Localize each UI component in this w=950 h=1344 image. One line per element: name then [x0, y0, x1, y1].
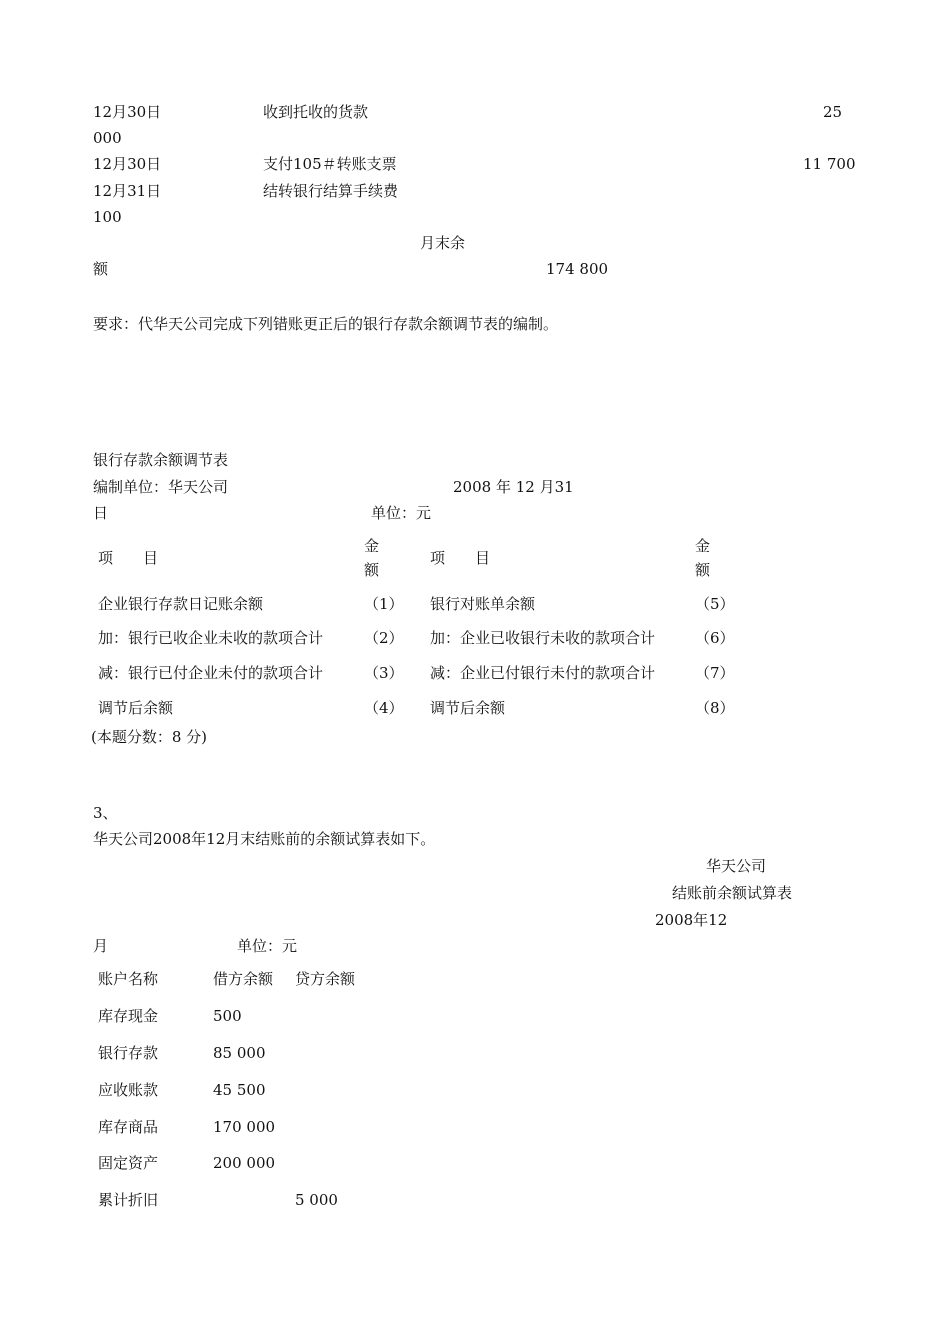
- recon-right-item: 银行对账单余额: [430, 595, 536, 613]
- q3-header-credit: 贷方余额: [295, 970, 356, 988]
- q3-account-name: 库存现金: [98, 1007, 159, 1025]
- recon-unit: 单位：元: [371, 504, 432, 522]
- q3-number: 3、: [93, 804, 118, 822]
- ledger-date: 12月30日: [93, 103, 162, 121]
- recon-left-no: （4）: [364, 699, 404, 717]
- q3-header-account: 账户名称: [98, 970, 159, 988]
- recon-left-no: （3）: [364, 664, 404, 682]
- q3-date: 2008年12: [655, 911, 728, 929]
- recon-score: (本题分数：8 分): [91, 728, 208, 746]
- recon-left-item: 加：银行已收企业未收的款项合计: [98, 629, 324, 647]
- ledger-amount-wrap: 000: [93, 129, 122, 147]
- q3-account-name: 应收账款: [98, 1081, 159, 1099]
- ledger-date: 12月31日: [93, 182, 162, 200]
- recon-col-item: 项 目: [98, 549, 159, 567]
- recon-left-item: 企业银行存款日记账余额: [98, 595, 264, 613]
- ledger-amount-wrap: 100: [93, 208, 122, 226]
- q3-unit: 单位：元: [237, 937, 298, 955]
- q3-account-name: 固定资产: [98, 1154, 159, 1172]
- requirement-text: 要求：代华天公司完成下列错账更正后的银行存款余额调节表的编制。: [93, 315, 559, 333]
- q3-date-wrap: 月: [93, 937, 109, 955]
- recon-left-no: （2）: [364, 629, 404, 647]
- recon-company: 编制单位：华天公司: [93, 478, 229, 496]
- recon-col-amount: 额: [695, 561, 711, 579]
- ledger-desc: 收到托收的货款: [263, 103, 369, 121]
- q3-title: 结账前余额试算表: [672, 884, 793, 902]
- q3-debit: 170 000: [213, 1118, 276, 1136]
- q3-company: 华天公司: [706, 857, 767, 875]
- recon-right-item: 减：企业已付银行未付的款项合计: [430, 664, 656, 682]
- q3-debit: 500: [213, 1007, 242, 1025]
- recon-date-wrap: 日: [93, 504, 109, 522]
- recon-left-item: 减：银行已付企业未付的款项合计: [98, 664, 324, 682]
- q3-credit: 5 000: [295, 1191, 338, 1209]
- q3-account-name: 银行存款: [98, 1044, 159, 1062]
- recon-right-no: （7）: [695, 664, 735, 682]
- recon-left-item: 调节后余额: [98, 699, 174, 717]
- recon-col-amount: 金: [695, 537, 711, 555]
- month-end-label-wrap: 额: [93, 260, 109, 278]
- recon-date: 2008 年 12 月31: [453, 478, 574, 496]
- recon-col-amount: 金: [364, 537, 380, 555]
- q3-account-name: 库存商品: [98, 1118, 159, 1136]
- recon-right-item: 加：企业已收银行未收的款项合计: [430, 629, 656, 647]
- ledger-date: 12月30日: [93, 155, 162, 173]
- q3-intro: 华天公司2008年12月末结账前的余额试算表如下。: [93, 830, 436, 848]
- recon-right-no: （6）: [695, 629, 735, 647]
- q3-debit: 85 000: [213, 1044, 266, 1062]
- ledger-desc: 支付105＃转账支票: [263, 155, 397, 173]
- recon-col-amount: 额: [364, 561, 380, 579]
- recon-col-item: 项 目: [430, 549, 491, 567]
- ledger-amount: 11 700: [803, 155, 856, 173]
- q3-debit: 200 000: [213, 1154, 276, 1172]
- recon-right-item: 调节后余额: [430, 699, 506, 717]
- q3-debit: 45 500: [213, 1081, 266, 1099]
- recon-left-no: （1）: [364, 595, 404, 613]
- month-end-value: 174 800: [546, 260, 609, 278]
- q3-header-debit: 借方余额: [213, 970, 274, 988]
- month-end-label: 月末余: [420, 234, 466, 252]
- recon-right-no: （5）: [695, 595, 735, 613]
- ledger-desc: 结转银行结算手续费: [263, 182, 399, 200]
- q3-account-name: 累计折旧: [98, 1191, 159, 1209]
- ledger-amount: 25: [823, 103, 843, 121]
- recon-title: 银行存款余额调节表: [93, 451, 229, 469]
- recon-right-no: （8）: [695, 699, 735, 717]
